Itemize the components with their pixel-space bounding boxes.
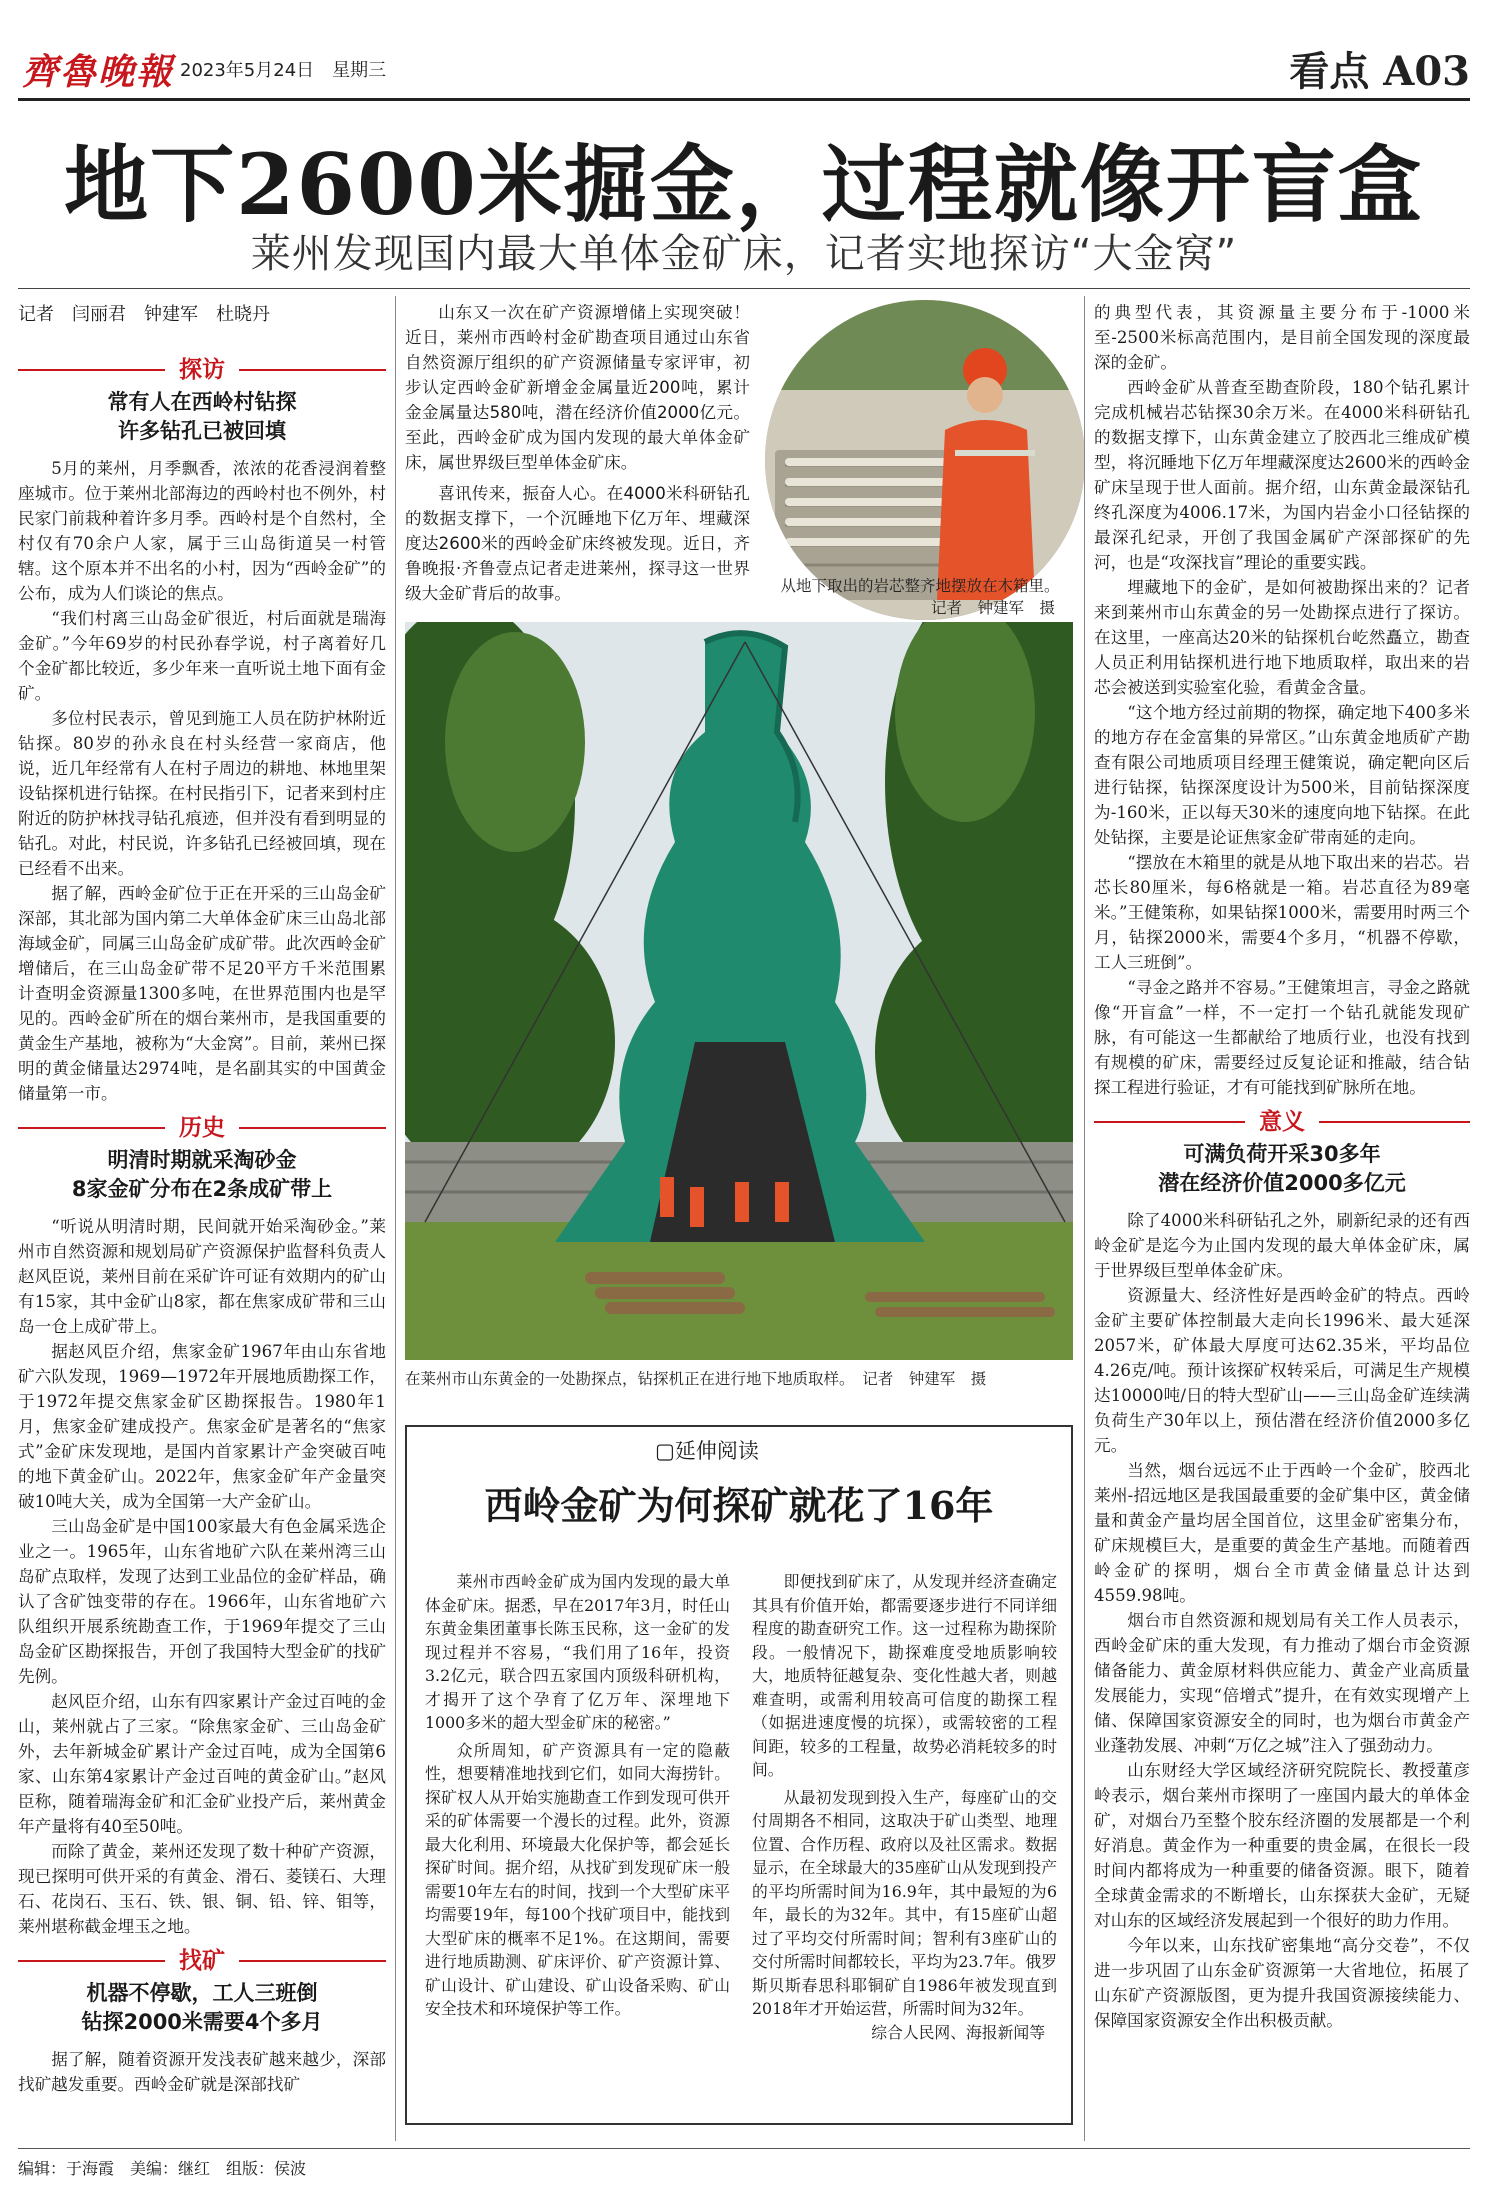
photo-caption-cores: 从地下取出的岩芯整齐地摆放在木箱里。 记者 钟建军 摄 (780, 577, 1060, 617)
article-paragraph: 5月的莱州，月季飘香，浓浓的花香浸润着整座城市。位于莱州北部海边的西岭村也不例外，村民家门前栽种着许多月季。西岭村是个自然村，全村仅有70余户人家，属于三山岛街道吴一村管辖。这个原本并不出名的小村，因为“西岭金矿”的公布，成为人们谈论的焦点。 (18, 459, 386, 603)
rock-core-illustration (765, 300, 1085, 620)
editor-credits: 编辑：于海霞 美编：继红 组版：侯波 (18, 2159, 307, 2178)
byline: 记者 闫丽君 钟建军 杜晓丹 (18, 304, 270, 325)
column-1 (18, 356, 386, 2097)
drilling-rig-illustration (405, 622, 1073, 1360)
page-subheadline: 莱州发现国内最大单体金矿床，记者实地探访“大金窝” (250, 231, 1238, 277)
article-paragraph: 当然，烟台远远不止于西岭一个金矿，胶西北莱州-招远地区是我国最重要的金矿集中区，黄金储量和黄金产量均居全国首位，这里金矿密集分布，矿床规模巨大，是重要的黄金生产基地。而随着西岭金矿的探明，烟台全市黄金储量总计达到4559.98吨。 (1094, 1461, 1470, 1605)
article-paragraph: 据了解，西岭金矿位于正在开采的三山岛金矿深部，其北部为国内第二大单体金矿床三山岛北部海域金矿，同属三山岛金矿成矿带。此次西岭金矿增储后，在三山岛金矿带不足20平方千米范围累计查明金资源量1300多吨，在世界范围内也是罕见的。西岭金矿所在的烟台莱州市，是我国重要的黄金生产基地，被称为“大金窝”。目前，莱州已探明的黄金储量达2974吨，是名副其实的中国黄金储量第一市。 (18, 884, 386, 1103)
column-divider (395, 296, 396, 2141)
article-paragraph: 赵风臣介绍，山东有四家累计产金过百吨的金山，莱州就占了三家。“除焦家金矿、三山岛金矿外，去年新城金矿累计产金过百吨，成为全国第6家、山东第4家累计产金过百吨的黄金矿山。”赵风臣称，随着瑞海金矿和汇金矿业投产后，莱州黄金年产量将有40至50吨。 (18, 1692, 386, 1836)
article-paragraph: 据赵风臣介绍，焦家金矿1967年由山东省地矿六队发现，1969—1972年开展地质勘探工作，于1972年提交焦家金矿区勘探报告。1980年1月，焦家金矿建成投产。焦家金矿是著名的“焦家式”金矿床发现地，是国内首家累计产金突破百吨的地下黄金矿山。2022年，焦家金矿年产金量突破10吨大关，成为全国第一大产金矿山。 (18, 1342, 386, 1511)
sidebar-left-column (425, 1570, 730, 2021)
article-paragraph: 今年以来，山东找矿密集地“高分交卷”，不仅进一步巩固了山东金矿资源第一大省地位，拓展了山东矿产资源版图，更为提升我国资源接续能力、保障国家资源安全作出积极贡献。 (1094, 1936, 1470, 2030)
newspaper-logo: 齊魯晚報 (22, 51, 175, 93)
photo-caption-rig: 在莱州市山东黄金的一处勘探点，钻探机正在进行地下地质取样。 记者 钟建军 摄 (405, 1370, 987, 1388)
article-paragraph: 而除了黄金，莱州还发现了数十种矿产资源，现已探明可供开采的有黄金、滑石、菱镁石、大理石、花岗石、玉石、铁、银、铜、铅、锌、钼等，莱州堪称截金埋玉之地。 (18, 1842, 386, 1936)
column-2-intro (405, 300, 750, 606)
article-paragraph: 多位村民表示，曾见到施工人员在防护林附近钻探。80岁的孙永良在村头经营一家商店，他说，近几年经常有人在村子周边的耕地、林地里架设钻探机进行钻探。在村民指引下，记者来到村庄附近的防护林找寻钻孔痕迹，但并没有看到明显的钻孔。对此，村民说，许多钻孔已经被回填，现在已经看不出来。 (18, 709, 386, 878)
column-4 (1094, 300, 1470, 2033)
issue-date: 2023年5月24日 星期三 (180, 60, 387, 81)
headline-rule (18, 288, 1470, 289)
page-headline: 地下2600米掘金，过程就像开盲盒 (64, 135, 1424, 234)
masthead-rule (18, 98, 1470, 101)
article-paragraph: 资源量大、经济性好是西岭金矿的特点。西岭金矿主要矿体控制最大走向长1996米、最大延深2057米，矿体最大厚度可达62.35米，平均品位4.26克/吨。预计该探矿权转采后，可满足生产规模达10000吨/日的特大型矿山——三山岛金矿连续满负荷生产30年以上，预估潜在经济价值2000多亿元。 (1094, 1286, 1470, 1455)
section-header-lishi: 历史 (18, 1114, 386, 1142)
lead-paragraph: 喜讯传来，振奋人心。在4000米科研钻孔的数据支撑下，一个沉睡地下亿万年、埋藏深度达2600米的西岭金矿床终被发现。近日，齐鲁晚报·齐鲁壹点记者走进莱州，探寻这一世界级大金矿背后的故事。 (405, 484, 750, 603)
article-paragraph: 除了4000米科研钻孔之外，刷新纪录的还有西岭金矿是迄今为止国内发现的最大单体金矿床，属于世界级巨型单体金矿床。 (1094, 1211, 1470, 1280)
article-paragraph: 埋藏地下的金矿，是如何被勘探出来的？记者来到莱州市山东黄金的另一处勘探点进行了探访。在这里，一座高达20米的钻探机台屹然矗立，勘查人员正利用钻探机进行地下地质取样，取出来的岩芯会被送到实验室化验，看黄金含量。 (1094, 578, 1470, 697)
article-paragraph: “听说从明清时期，民间就开始采淘砂金。”莱州市自然资源和规划局矿产资源保护监督科负责人赵风臣说，莱州目前在采矿许可证有效期内的矿山有15家，其中金矿山8家，都在焦家成矿带和三山岛一仓上成矿带上。 (18, 1217, 386, 1336)
sidebar-paragraph: 莱州市西岭金矿成为国内发现的最大单体金矿床。据悉，早在2017年3月，时任山东黄金集团董事长陈玉民称，这一金矿的发现过程并不容易，“我们用了16年，投资3.2亿元，联合四五家国内顶级科研机构，才揭开了这个孕育了亿万年、深埋地下1000多米的超大型金矿床的秘密。” (425, 1572, 730, 1732)
drilling-rig-photo (405, 622, 1073, 1360)
section-title: 可满负荷开采30多年 潜在经济价值2000多亿元 (1158, 1142, 1406, 1195)
section-title: 机器不停歇，工人三班倒 钻探2000米需要4个多月 (81, 1981, 323, 2034)
article-paragraph: 西岭金矿从普查至勘查阶段，180个钻孔累计完成机械岩芯钻探30余万米。在4000米科研钻孔的数据支撑下，山东黄金建立了胶西北三维成矿模型，将沉睡地下亿万年埋藏深度达2600米的西岭金矿床呈现于世人面前。据介绍，山东黄金最深钻孔终孔深度为4006.17米，为国内岩金小口径钻探的最深孔纪录，开创了我国金属矿产深部探矿的先河，也是“攻深找盲”理论的重要实践。 (1094, 378, 1470, 572)
article-paragraph: 三山岛金矿是中国100家最大有色金属采选企业之一。1965年，山东省地矿六队在莱州湾三山岛矿点取样，发现了达到工业品位的金矿样品，确认了含矿蚀变带的存在。1966年，山东省地矿六队组织开展系统勘查工作，于1969年提交了三山岛金矿区勘探报告，开创了我国特大型金矿的找矿先例。 (18, 1517, 386, 1686)
extended-reading-tag: ▢延伸阅读 (655, 1439, 759, 1463)
footer-rule (18, 2148, 1470, 2149)
article-paragraph: “这个地方经过前期的物探，确定地下400多米的地方存在金富集的异常区。”山东黄金地质矿产勘查有限公司地质项目经理王健策说，确定靶向区后进行钻探，钻探深度设计为500米，目前钻探深度为-160米，正以每天30米的速度向地下钻探。在此处钻探，主要是论证焦家金矿带南延的走向。 (1094, 703, 1470, 847)
column-divider (1084, 296, 1085, 2141)
section-header-yiyi: 意义 (1094, 1108, 1470, 1136)
article-paragraph: “摆放在木箱里的就是从地下取出来的岩芯。岩芯长80厘米，每6格就是一箱。岩芯直径为89毫米。”王健策称，如果钻探1000米，需要用时两三个月，钻探2000米，需要4个多月，“机器不停歇，工人三班倒”。 (1094, 853, 1470, 972)
sidebar-source: 综合人民网、海报新闻等 (871, 2022, 1045, 2042)
article-paragraph: 山东财经大学区域经济研究院院长、教授董彦岭表示，烟台莱州市探明了一座国内最大的单体金矿，对烟台乃至整个胶东经济圈的发展都是一个利好消息。黄金作为一种重要的贵金属，在很长一段时间内都将成为一种重要的储备资源。眼下，随着全球黄金需求的不断增长，山东探获大金矿，无疑对山东的区域经济发展起到一个很好的助力作用。 (1094, 1761, 1470, 1930)
article-paragraph: “我们村离三山岛金矿很近，村后面就是瑞海金矿。”今年69岁的村民孙春学说，村子离着好几个金矿都比较近，多少年来一直听说土地下面有金矿。 (18, 609, 386, 703)
article-paragraph: 烟台市自然资源和规划局有关工作人员表示，西岭金矿床的重大发现，有力推动了烟台市金资源储备能力、黄金原材料供应能力、黄金产业高质量发展能力，实现“倍增式”提升，在有效实现增产上储、保障国家资源安全的同时，也为烟台市黄金产业蓬勃发展、冲刺“万亿之城”注入了强劲动力。 (1094, 1611, 1470, 1755)
sidebar-paragraph: 众所周知，矿产资源具有一定的隐蔽性，想要精准地找到它们，如同大海捞针。探矿权人从开始实施勘查工作到发现可供开采的矿体需要一个漫长的过程。此外，资源最大化利用、环境最大化保护等，都会延长探矿时间。据介绍，从找矿到发现矿床一般需要10年左右的时间，找到一个大型矿床平均需要19年，每100个找矿项目中，能找到大型矿床的概率不足1%。在这期间，需要进行地质勘测、矿床评价、矿产资源计算、矿山设计、矿山建设、矿山设备采购、矿山安全技术和环境保护等工作。 (425, 1740, 730, 2018)
article-paragraph: 的典型代表，其资源量主要分布于-1000米至-2500米标高范围内，是目前全国发现的深度最深的金矿。 (1094, 303, 1470, 372)
rock-core-photo (765, 300, 1085, 620)
section-header-zhaokuang: 找矿 (18, 1947, 386, 1975)
lead-paragraph: 山东又一次在矿产资源增储上实现突破！近日，莱州市西岭村金矿勘查项目通过山东省自然资源厅组织的矿产资源储量专家评审，初步认定西岭金矿新增金金属量近200吨，累计金金属量达580吨，潜在经济价值2000亿元。至此，西岭金矿成为国内发现的最大单体金矿床，属世界级巨型单体金矿床。 (405, 303, 750, 472)
sidebar-paragraph: 即便找到矿床了，从发现并经济查确定其具有价值开始，都需要逐步进行不同详细程度的勘查研究工作。这一过程称为勘探阶段。一般情况下，勘探难度受地质影响较大，地质特征越复杂、变化性越大者，则越难查明，或需利用较高可信度的勘探工程（如据进速度慢的坑探），或需较密的工程间距，较多的工程量，故势必消耗较多的时间。 (752, 1572, 1057, 1779)
sidebar-right-column (752, 1570, 1057, 2044)
section-header-tanfang: 探访 (18, 356, 386, 384)
section-title: 常有人在西岭村钻探 许多钻孔已被回填 (107, 390, 297, 443)
section-title: 明清时期就采淘砂金 8家金矿分布在2条成矿带上 (71, 1148, 333, 1201)
article-paragraph: “寻金之路并不容易。”王健策坦言，寻金之路就像“开盲盒”一样，不一定打一个钻孔就能发现矿脉，有可能这一生都献给了地质行业，也没有找到有规模的矿床，需要经过反复论证和推敲，结合钻探工程进行验证，才有可能找到矿脉所在地。 (1094, 978, 1470, 1097)
extended-reading-title: 西岭金矿为何探矿就花了16年 (484, 1483, 994, 1528)
page-section-label: 看点 A03 (1289, 48, 1470, 95)
sidebar-paragraph: 从最初发现到投入生产，每座矿山的交付周期各不相同，这取决于矿山类型、地理位置、合作历程、政府以及社区需求。数据显示，在全球最大的35座矿山从发现到投产的平均所需时间为16.9年，其中最短的为6年，最长的为32年。其中，有15座矿山超过了平均交付所需时间；智利有3座矿山的交付所需时间都较长，平均为23.7年。俄罗斯贝斯春思科耶铜矿自1986年被发现直到2018年才开始运营，所需时间为32年。 (752, 1787, 1057, 2018)
article-paragraph: 据了解，随着资源开发浅表矿越来越少，深部找矿越发重要。西岭金矿就是深部找矿 (18, 2050, 386, 2094)
